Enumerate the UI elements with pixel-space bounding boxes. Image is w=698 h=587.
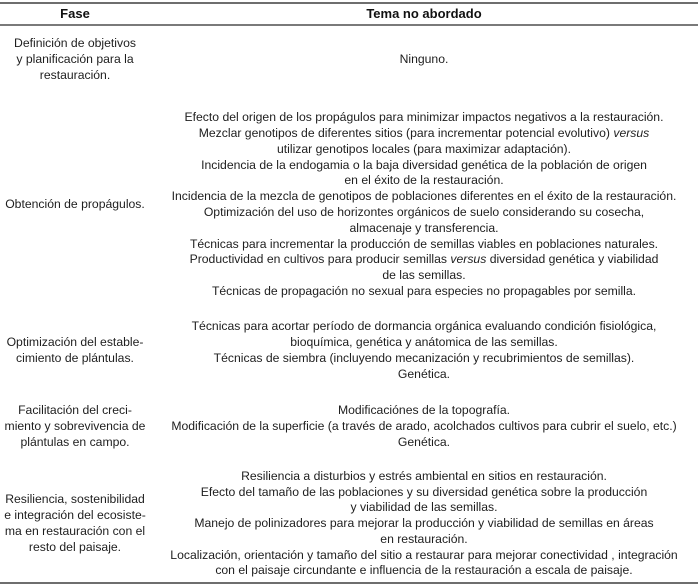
row-4-tema: Resiliencia a disturbios y estrés ambiental en sitios en restauración. Efecto del tamaño de las poblaciones y su diversidad genética sobre la producción y viabilidad de las semillas. Manejo de polinizadores para mejorar la producción y viabilidad de semillas en áreas en restauración. Localización, orientación y tamaño del sitio a restaurar para mejorar conectividad , integración con el paisaje circundante e influencia de la restauración a escala de paisaje. <box>170 468 678 578</box>
header-tema-no-abordado: Tema no abordado <box>366 6 482 21</box>
header-fase: Fase <box>60 6 90 21</box>
row-1-fase: Obtención de propágulos. <box>5 197 145 212</box>
row-2-fase: Optimización del estable- cimiento de plántulas. <box>6 335 144 365</box>
header-rule <box>0 24 698 26</box>
table-top-rule <box>0 2 698 4</box>
row-0-fase: Definición de objetivos y planificación para la restauración. <box>14 36 136 82</box>
row-2-tema: Técnicas para acortar período de dormancia orgánica evaluando condición fisiológica, bioquímica, genética y anátomica de las semillas. Técnicas de siembra (incluyendo mecanización y recubrimientos de semillas). Genética. <box>191 319 657 381</box>
row-3-tema: Modificaciónes de la topografía. Modificación de la superficie (a través de arado, acolchados cultivos para cubrir el suelo, etc.) Genética. <box>171 403 677 449</box>
table-bottom-rule <box>0 582 698 584</box>
row-3-fase: Facilitación del creci- miento y sobrevivencia de plántulas en campo. <box>4 403 146 449</box>
row-0-tema: Ninguno. <box>399 52 449 67</box>
row-4-fase: Resiliencia, sostenibilidad e integración del ecosiste- ma en restauración con el resto del paisaje. <box>4 492 146 554</box>
row-1-tema: Efecto del origen de los propágulos para minimizar impactos negativos a la restauración. Mezclar genotipos de diferentes sitios (para incrementar potencial evolutivo) versus utilizar genotipos locales (para maximizar adaptación). Incidencia de la endogamia o la baja diversidad genética de la población de origen en el éxito de la restauración. Incidencia de la mezcla de genotipos de poblaciones diferentes en el éxito de la restauración. Optimización del uso de horizontes orgánicos de suelo considerando su cosecha, almacenaje y transferencia. Técnicas para incrementar la producción de semillas viables en poblaciones naturales. Productividad en cultivos para producir semillas versus diversidad genética y viabilidad de las semillas. Técnicas de propagación no sexual para especies no propagables por semilla. <box>171 110 677 298</box>
